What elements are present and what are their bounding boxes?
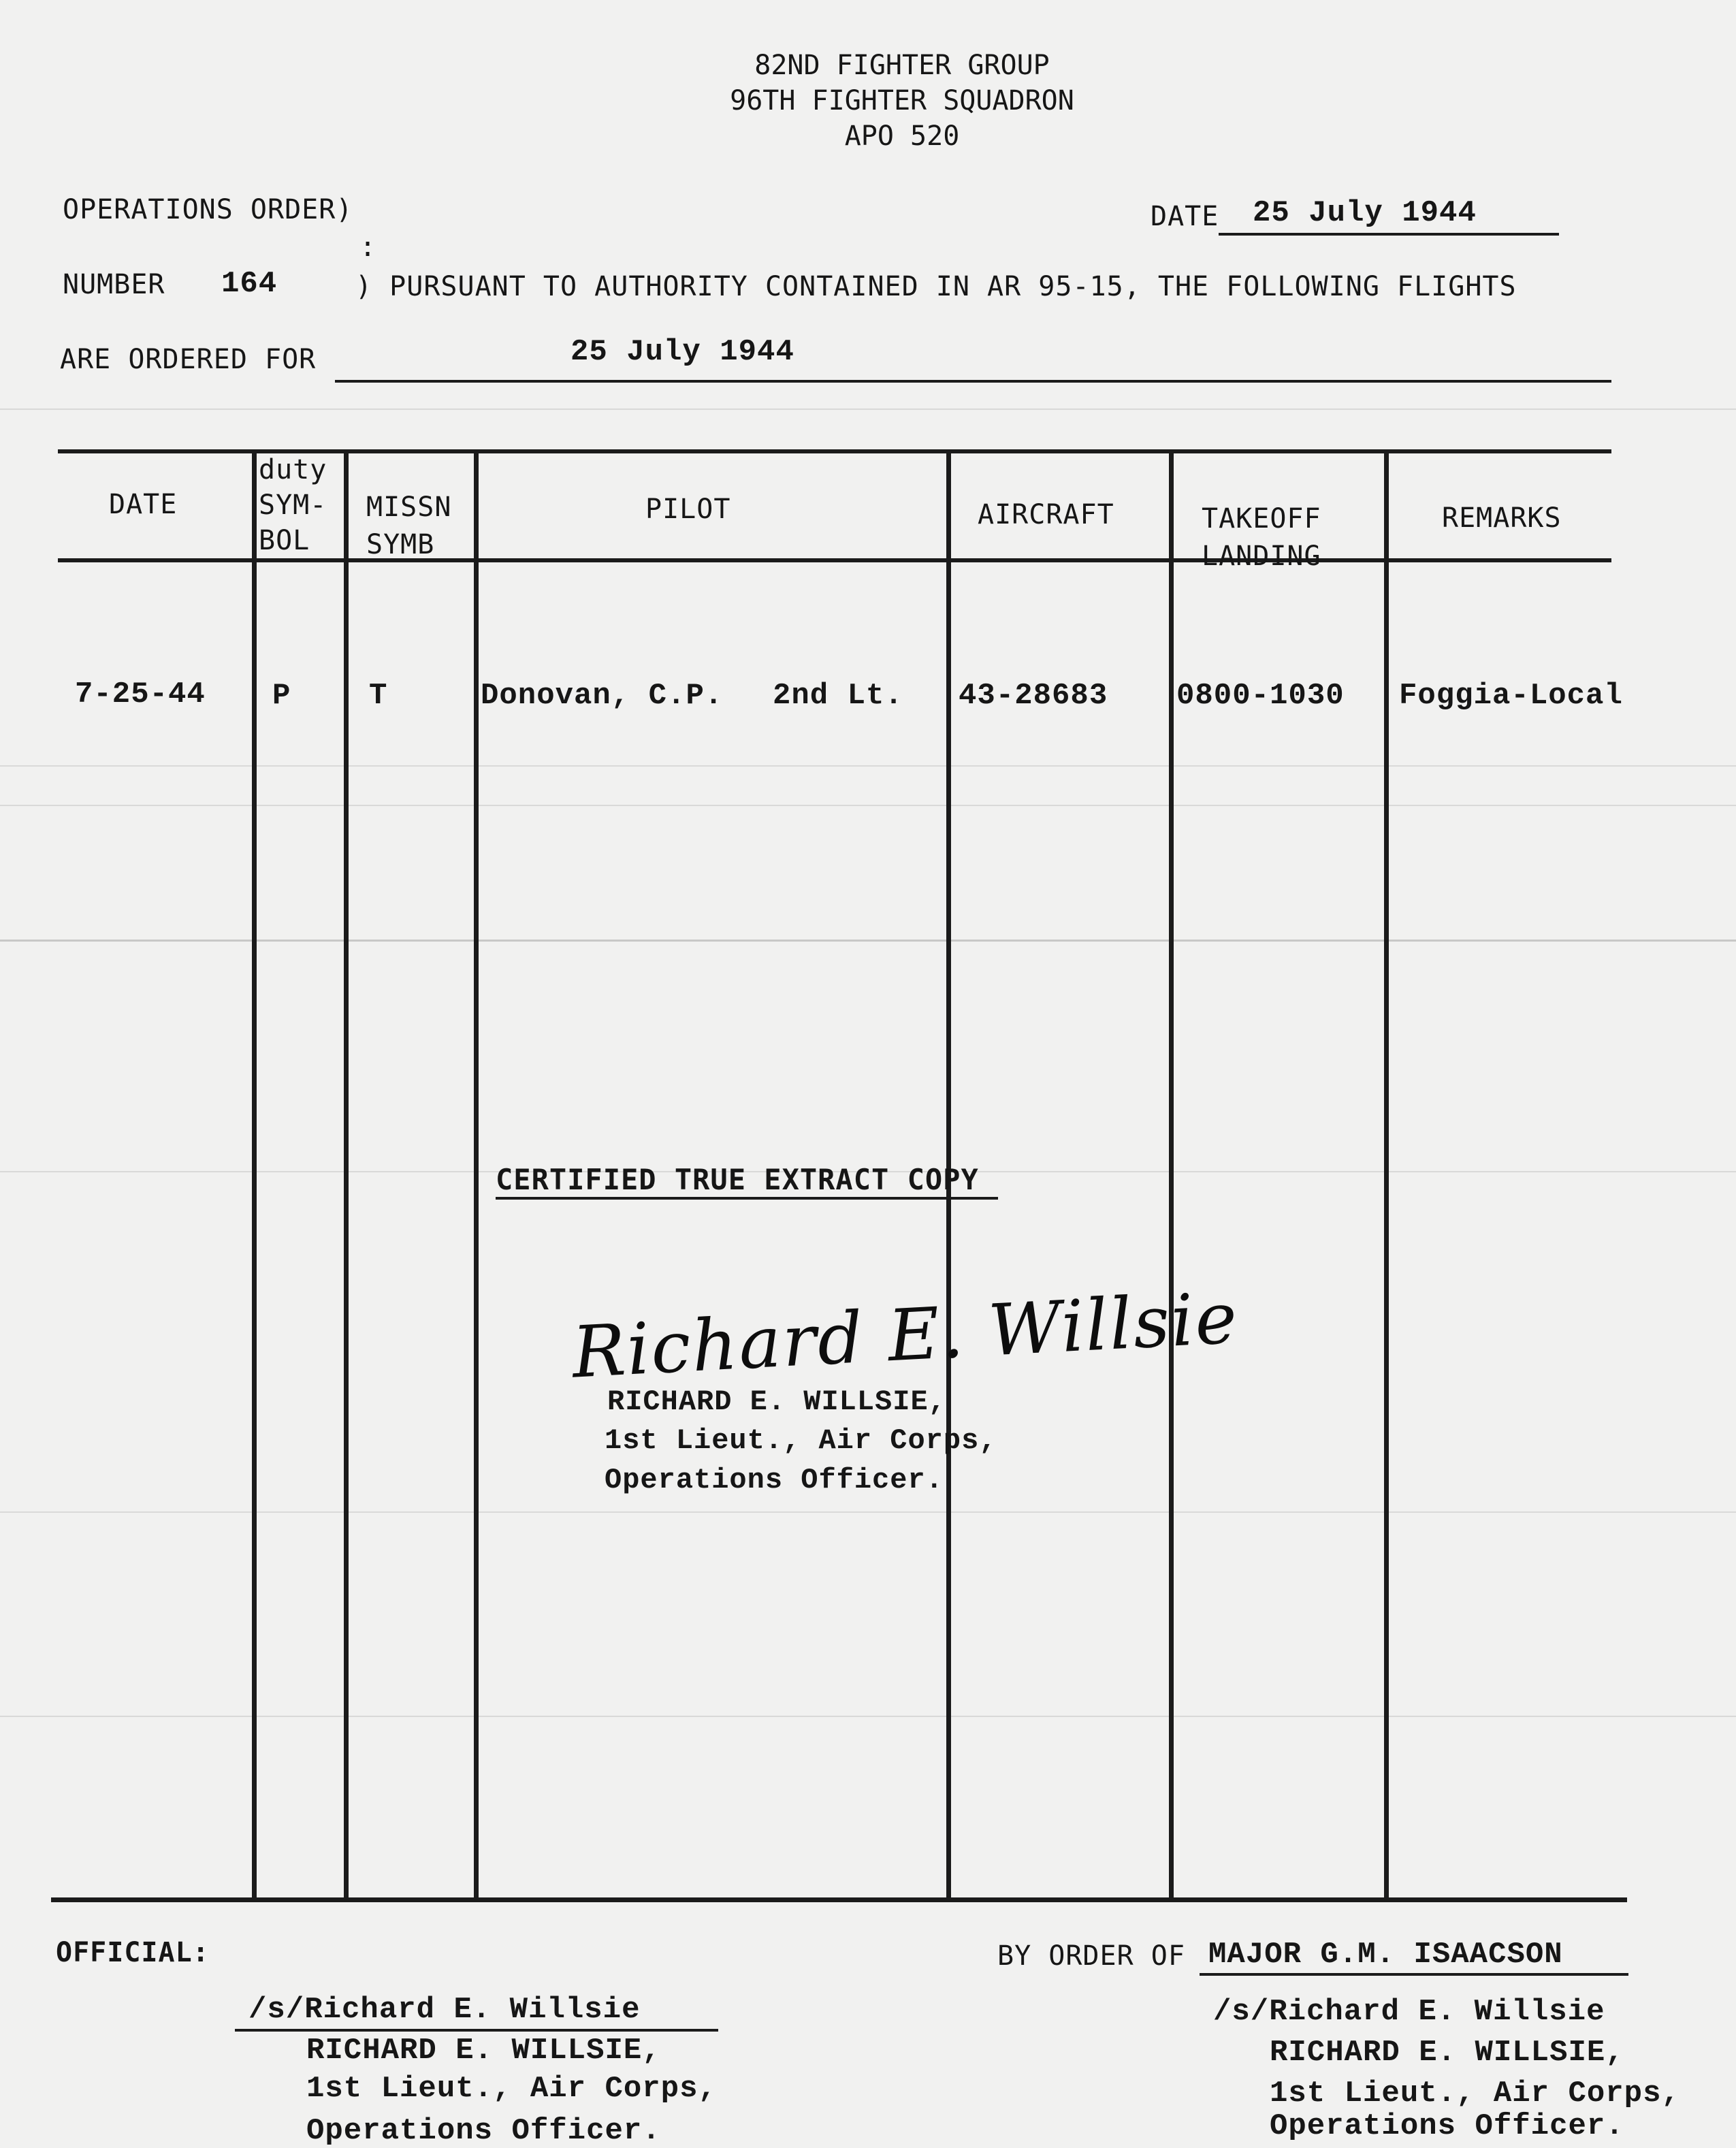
header-duty-line3: BOL <box>259 525 310 556</box>
certification-title: CERTIFIED TRUE EXTRACT COPY <box>496 1163 979 1196</box>
paper-ruling <box>0 1716 1736 1717</box>
by-order-rank: 1st Lieut., Air Corps, <box>1270 2077 1680 2111</box>
column-divider <box>252 449 257 1899</box>
header-duty-symbol <box>259 452 327 558</box>
by-order-signed: /s/Richard E. Willsie <box>1213 1995 1605 2029</box>
certification-underline <box>496 1197 998 1200</box>
by-order-commander: MAJOR G.M. ISAACSON <box>1208 1938 1563 1972</box>
row-pilot: Donovan, C.P. <box>481 679 724 713</box>
certification-signer-title: Operations Officer. <box>605 1464 944 1496</box>
header-duty-line2: SYM- <box>259 490 327 521</box>
official-rank: 1st Lieut., Air Corps, <box>306 2072 717 2106</box>
by-order-label: BY ORDER OF <box>997 1940 1185 1972</box>
header-remarks: REMARKS <box>1442 502 1562 534</box>
header-date: DATE <box>109 489 178 520</box>
row-remarks: Foggia-Local <box>1399 679 1623 713</box>
column-divider <box>474 449 479 1899</box>
letterhead-group: 82ND FIGHTER GROUP <box>754 50 1050 81</box>
column-divider <box>1384 449 1389 1899</box>
paper-ruling <box>0 805 1736 806</box>
header-mission-symbol <box>366 489 451 564</box>
ordered-for-label: ARE ORDERED FOR <box>60 344 317 375</box>
row-rank: 2nd Lt. <box>773 679 903 713</box>
paper-ruling <box>0 408 1736 410</box>
official-label: OFFICIAL: <box>56 1937 210 1968</box>
letterhead-squadron: 96TH FIGHTER SQUADRON <box>730 85 1074 116</box>
row-aircraft: 43-28683 <box>959 679 1108 713</box>
ordered-for-value: 25 July 1944 <box>570 335 794 369</box>
header-pilot: PILOT <box>645 494 731 525</box>
row-duty: P <box>272 679 291 713</box>
header-missn-line1: MISSN <box>366 492 452 523</box>
certification-signer-name: RICHARD E. WILLSIE, <box>607 1385 946 1418</box>
paper-ruling <box>0 1511 1736 1513</box>
row-mission: T <box>369 679 388 713</box>
official-title: Operations Officer. <box>306 2114 661 2148</box>
header-takeoff-landing <box>1202 500 1321 575</box>
letterhead <box>664 48 1140 154</box>
authority-text: ) PURSUANT TO AUTHORITY CONTAINED IN AR 95-15, THE FOLLOWING FLIGHTS <box>355 271 1517 302</box>
header-missn-line2: SYMB <box>366 529 435 560</box>
handwritten-signature: Richard E. Willsie <box>570 1276 1240 1394</box>
by-order-underline <box>1200 1973 1628 1976</box>
certification-signer-rank: 1st Lieut., Air Corps, <box>605 1424 997 1457</box>
header-takeoff: TAKEOFF <box>1202 503 1321 534</box>
ordered-for-underline <box>335 380 1611 383</box>
by-order-name: RICHARD E. WILLSIE, <box>1270 2036 1624 2070</box>
date-underline <box>1219 233 1559 236</box>
official-name: RICHARD E. WILLSIE, <box>306 2034 661 2068</box>
colon-mark: : <box>359 231 377 263</box>
row-takeoff-landing: 0800-1030 <box>1176 679 1345 713</box>
official-underline <box>235 2029 718 2032</box>
column-divider <box>344 449 349 1899</box>
number-label: NUMBER <box>63 269 165 300</box>
letterhead-apo: APO 520 <box>844 121 960 152</box>
operations-order-label: OPERATIONS ORDER) <box>63 194 353 225</box>
table-header-rule <box>58 558 1611 562</box>
row-date: 7-25-44 <box>75 677 206 711</box>
table-bottom-rule <box>51 1897 1627 1902</box>
paper-ruling <box>0 765 1736 767</box>
paper-ruling <box>0 940 1736 942</box>
number-value: 164 <box>221 267 278 301</box>
date-value: 25 July 1944 <box>1253 196 1477 230</box>
header-duty-line1: duty <box>259 454 327 485</box>
by-order-title: Operations Officer. <box>1270 2109 1624 2143</box>
official-signed: /s/Richard E. Willsie <box>248 1993 641 2027</box>
column-divider <box>1169 449 1174 1899</box>
date-label: DATE <box>1151 201 1219 232</box>
header-landing: LANDING <box>1202 541 1321 572</box>
header-aircraft: AIRCRAFT <box>978 499 1114 530</box>
